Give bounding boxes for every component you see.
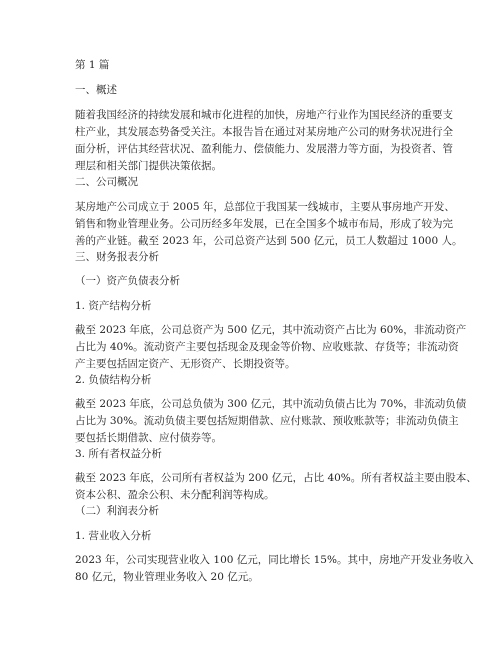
section-2-heading-text: 二、公司概况 <box>75 176 138 188</box>
item-2-heading <box>75 372 431 389</box>
item-4-heading-text: 1. 营业收入分析 <box>75 530 152 542</box>
paragraph-line: 随着我国经济的持续发展和城市化进程的加快，房地产行业作为国民经济的重要支 <box>75 109 453 121</box>
section-1-heading <box>75 82 431 99</box>
part-label-text: 第 1 篇 <box>75 59 110 71</box>
item-1-heading <box>75 298 431 315</box>
paragraph-line: 占比为 30%。流动负债主要包括短期借款、应付账款、预收账款等；非流动负债主 <box>75 415 459 427</box>
section-2-paragraph <box>75 199 463 250</box>
section-3-heading <box>75 249 431 266</box>
item-1-paragraph <box>75 322 467 373</box>
item-3-heading-text: 3. 所有者权益分析 <box>75 448 162 460</box>
subsection-2-heading-text: （二）利润表分析 <box>75 505 159 517</box>
paragraph-line: 截至 2023 年底，公司总负债为 300 亿元，其中流动负债占比为 70%，非流动负债 <box>75 398 467 410</box>
item-4-heading <box>75 528 431 545</box>
subsection-1-heading-text: （一）资产负债表分析 <box>75 275 180 287</box>
section-3-heading-text: 三、财务报表分析 <box>75 251 159 263</box>
paragraph-line: 柱产业，其发展态势备受关注。本报告旨在通过对某房地产公司的财务状况进行全 <box>75 126 453 138</box>
section-2-heading <box>75 174 431 191</box>
item-3-paragraph <box>75 470 477 504</box>
paragraph-line: 面分析，评估其经营状况、盈利能力、偿债能力、发展潜力等方面，为投资者、管 <box>75 143 453 155</box>
item-2-paragraph <box>75 396 467 447</box>
paragraph-line: 占比为 40%。流动资产主要包括现金及现金等价物、应收账款、存货等；非流动资 <box>75 341 459 353</box>
subsection-2-heading <box>75 503 431 520</box>
paragraph-line: 资本公积、盈余公积、未分配利润等构成。 <box>75 489 275 501</box>
paragraph-line: 80 亿元，物业管理业务收入 20 亿元。 <box>75 571 259 583</box>
section-1-heading-text: 一、概述 <box>75 84 117 96</box>
item-1-heading-text: 1. 资产结构分析 <box>75 300 152 312</box>
section-1-paragraph <box>75 107 453 175</box>
paragraph-line: 截至 2023 年底，公司总资产为 500 亿元，其中流动资产占比为 60%，非流动资产 <box>75 324 467 336</box>
paragraph-line: 理层和相关部门提供决策依据。 <box>75 160 222 172</box>
subsection-1-heading <box>75 273 431 290</box>
item-2-heading-text: 2. 负债结构分析 <box>75 374 152 386</box>
paragraph-line: 善的产业链。截至 2023 年，公司总资产达到 500 亿元，员工人数超过 1000 人。 <box>75 235 463 247</box>
item-3-heading <box>75 446 431 463</box>
paragraph-line: 截至 2023 年底，公司所有者权益为 200 亿元，占比 40%。所有者权益主要由股本、 <box>75 472 477 484</box>
paragraph-line: 2023 年，公司实现营业收入 100 亿元，同比增长 15%。其中，房地产开发业务收入 <box>75 554 474 566</box>
paragraph-line: 产主要包括固定资产、无形资产、长期投资等。 <box>75 358 296 370</box>
paragraph-line: 要包括长期借款、应付债券等。 <box>75 432 222 444</box>
paragraph-line: 销售和物业管理业务。公司历经多年发展，已在全国多个城市布局，形成了较为完 <box>75 218 453 230</box>
paragraph-line: 某房地产公司成立于 2005 年，总部位于我国某一线城市，主要从事房地产开发、 <box>75 201 455 213</box>
item-4-paragraph <box>75 552 474 586</box>
part-label <box>75 57 431 74</box>
